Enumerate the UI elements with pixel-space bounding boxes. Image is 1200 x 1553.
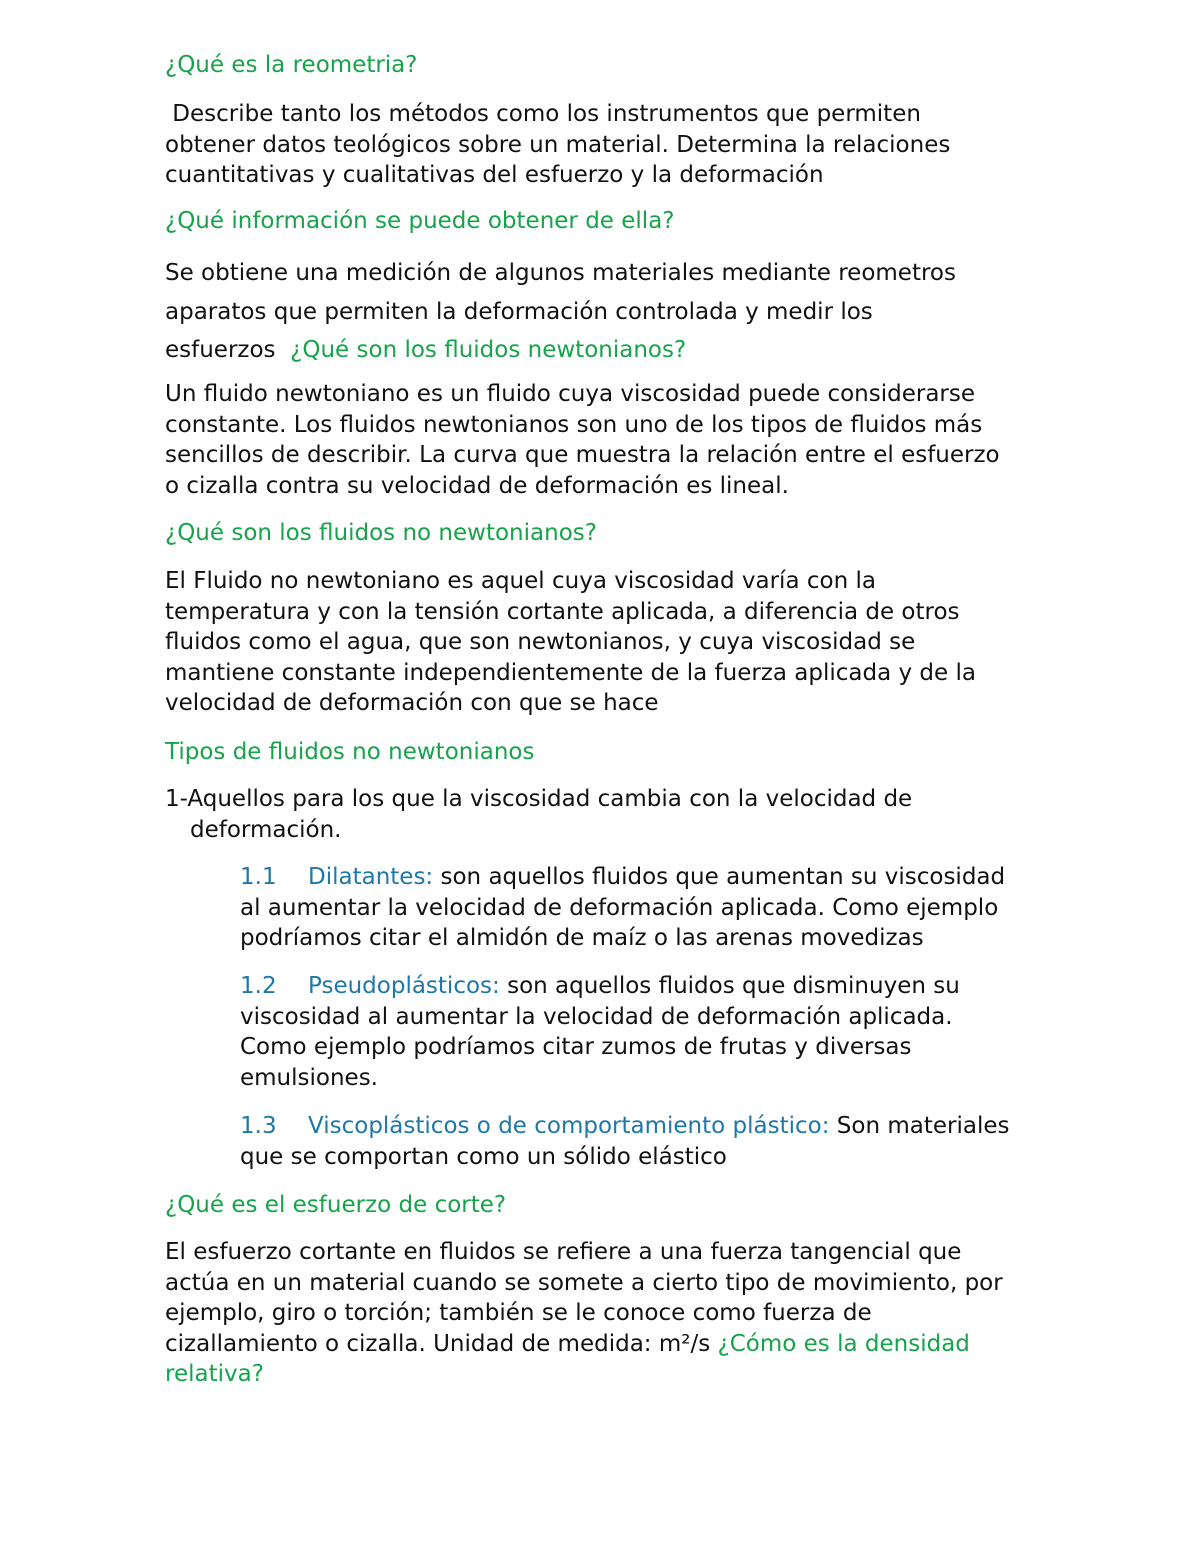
question-reometria: ¿Qué es la reometria?	[165, 52, 418, 78]
subitem-viscoplasticos: 1.3 Viscoplásticos o de comportamiento plástico: Son materiales que se comportan como un sólido elástico	[240, 1113, 1010, 1170]
question-esfuerzo-corte: ¿Qué es el esfuerzo de corte?	[165, 1192, 507, 1218]
answer-newtonianos: Un fluido newtoniano es un fluido cuya viscosidad puede considerarse constante. Los fluidos newtonianos son uno de los tipos de fluidos más sencillos de describir. La curva que muestra la relación entre el esfuerzo o cizalla contra su velocidad de deformación es lineal.	[165, 381, 1000, 499]
subitem-dilatantes: 1.1 Dilatantes: son aquellos fluidos que aumentan su viscosidad al aumentar la velocidad de deformación aplicada. Como ejemplo podríamos citar el almidón de maíz o las arenas movedizas	[240, 864, 1006, 951]
answer-no-newtonianos: El Fluido no newtoniano es aquel cuya viscosidad varía con la temperatura y con la tensión cortante aplicada, a diferencia de otros fluidos como el agua, que son newtonianos, y cuya viscosidad se mantiene constante independientemente de la fuerza aplicada y de la velocidad de deformación con que se hace	[165, 568, 976, 716]
answer-informacion: Se obtiene una medición de algunos materiales mediante reometros aparatos que permiten la deformación controlada y medir los esfuerzos ¿Qué son los fluidos newtonianos?	[165, 260, 956, 363]
question-informacion: ¿Qué información se puede obtener de ella?	[165, 208, 675, 234]
subitem-pseudoplasticos: 1.2 Pseudoplásticos: son aquellos fluidos que disminuyen su viscosidad al aumentar la velocidad de deformación aplicada. Como ejemplo podríamos citar zumos de frutas y diversas emulsiones.	[240, 973, 960, 1091]
subitem-number: 1.3	[240, 1113, 277, 1139]
subitem-term: Pseudoplásticos:	[308, 973, 500, 999]
subitem-number: 1.1	[240, 864, 277, 890]
subitem-number: 1.2	[240, 973, 277, 999]
list-item-1: 1-Aquellos para los que la viscosidad cambia con la velocidad de deformación.	[165, 786, 913, 843]
question-no-newtonianos: ¿Qué son los fluidos no newtonianos?	[165, 520, 597, 546]
question-newtonianos: ¿Qué son los fluidos newtonianos?	[290, 337, 687, 363]
subitem-term: Viscoplásticos o de comportamiento plástico:	[308, 1113, 830, 1139]
answer-esfuerzo-corte: El esfuerzo cortante en fluidos se refiere a una fuerza tangencial que actúa en un material cuando se somete a cierto tipo de movimiento, por ejemplo, giro o torción; también se le conoce como fuerza de cizallamiento o cizalla. Unidad de medida: m²/s ¿Cómo es la densidad relativa?	[165, 1239, 1003, 1387]
heading-tipos: Tipos de fluidos no newtonianos	[165, 739, 535, 765]
answer-reometria: Describe tanto los métodos como los instrumentos que permiten obtener datos teológicos sobre un material. Determina la relaciones cuantitativas y cualitativas del esfuerzo y la deformación	[165, 101, 951, 188]
question-densidad-relativa: ¿Cómo es la densidad	[717, 1330, 970, 1357]
subitem-term: Dilatantes:	[308, 864, 434, 890]
